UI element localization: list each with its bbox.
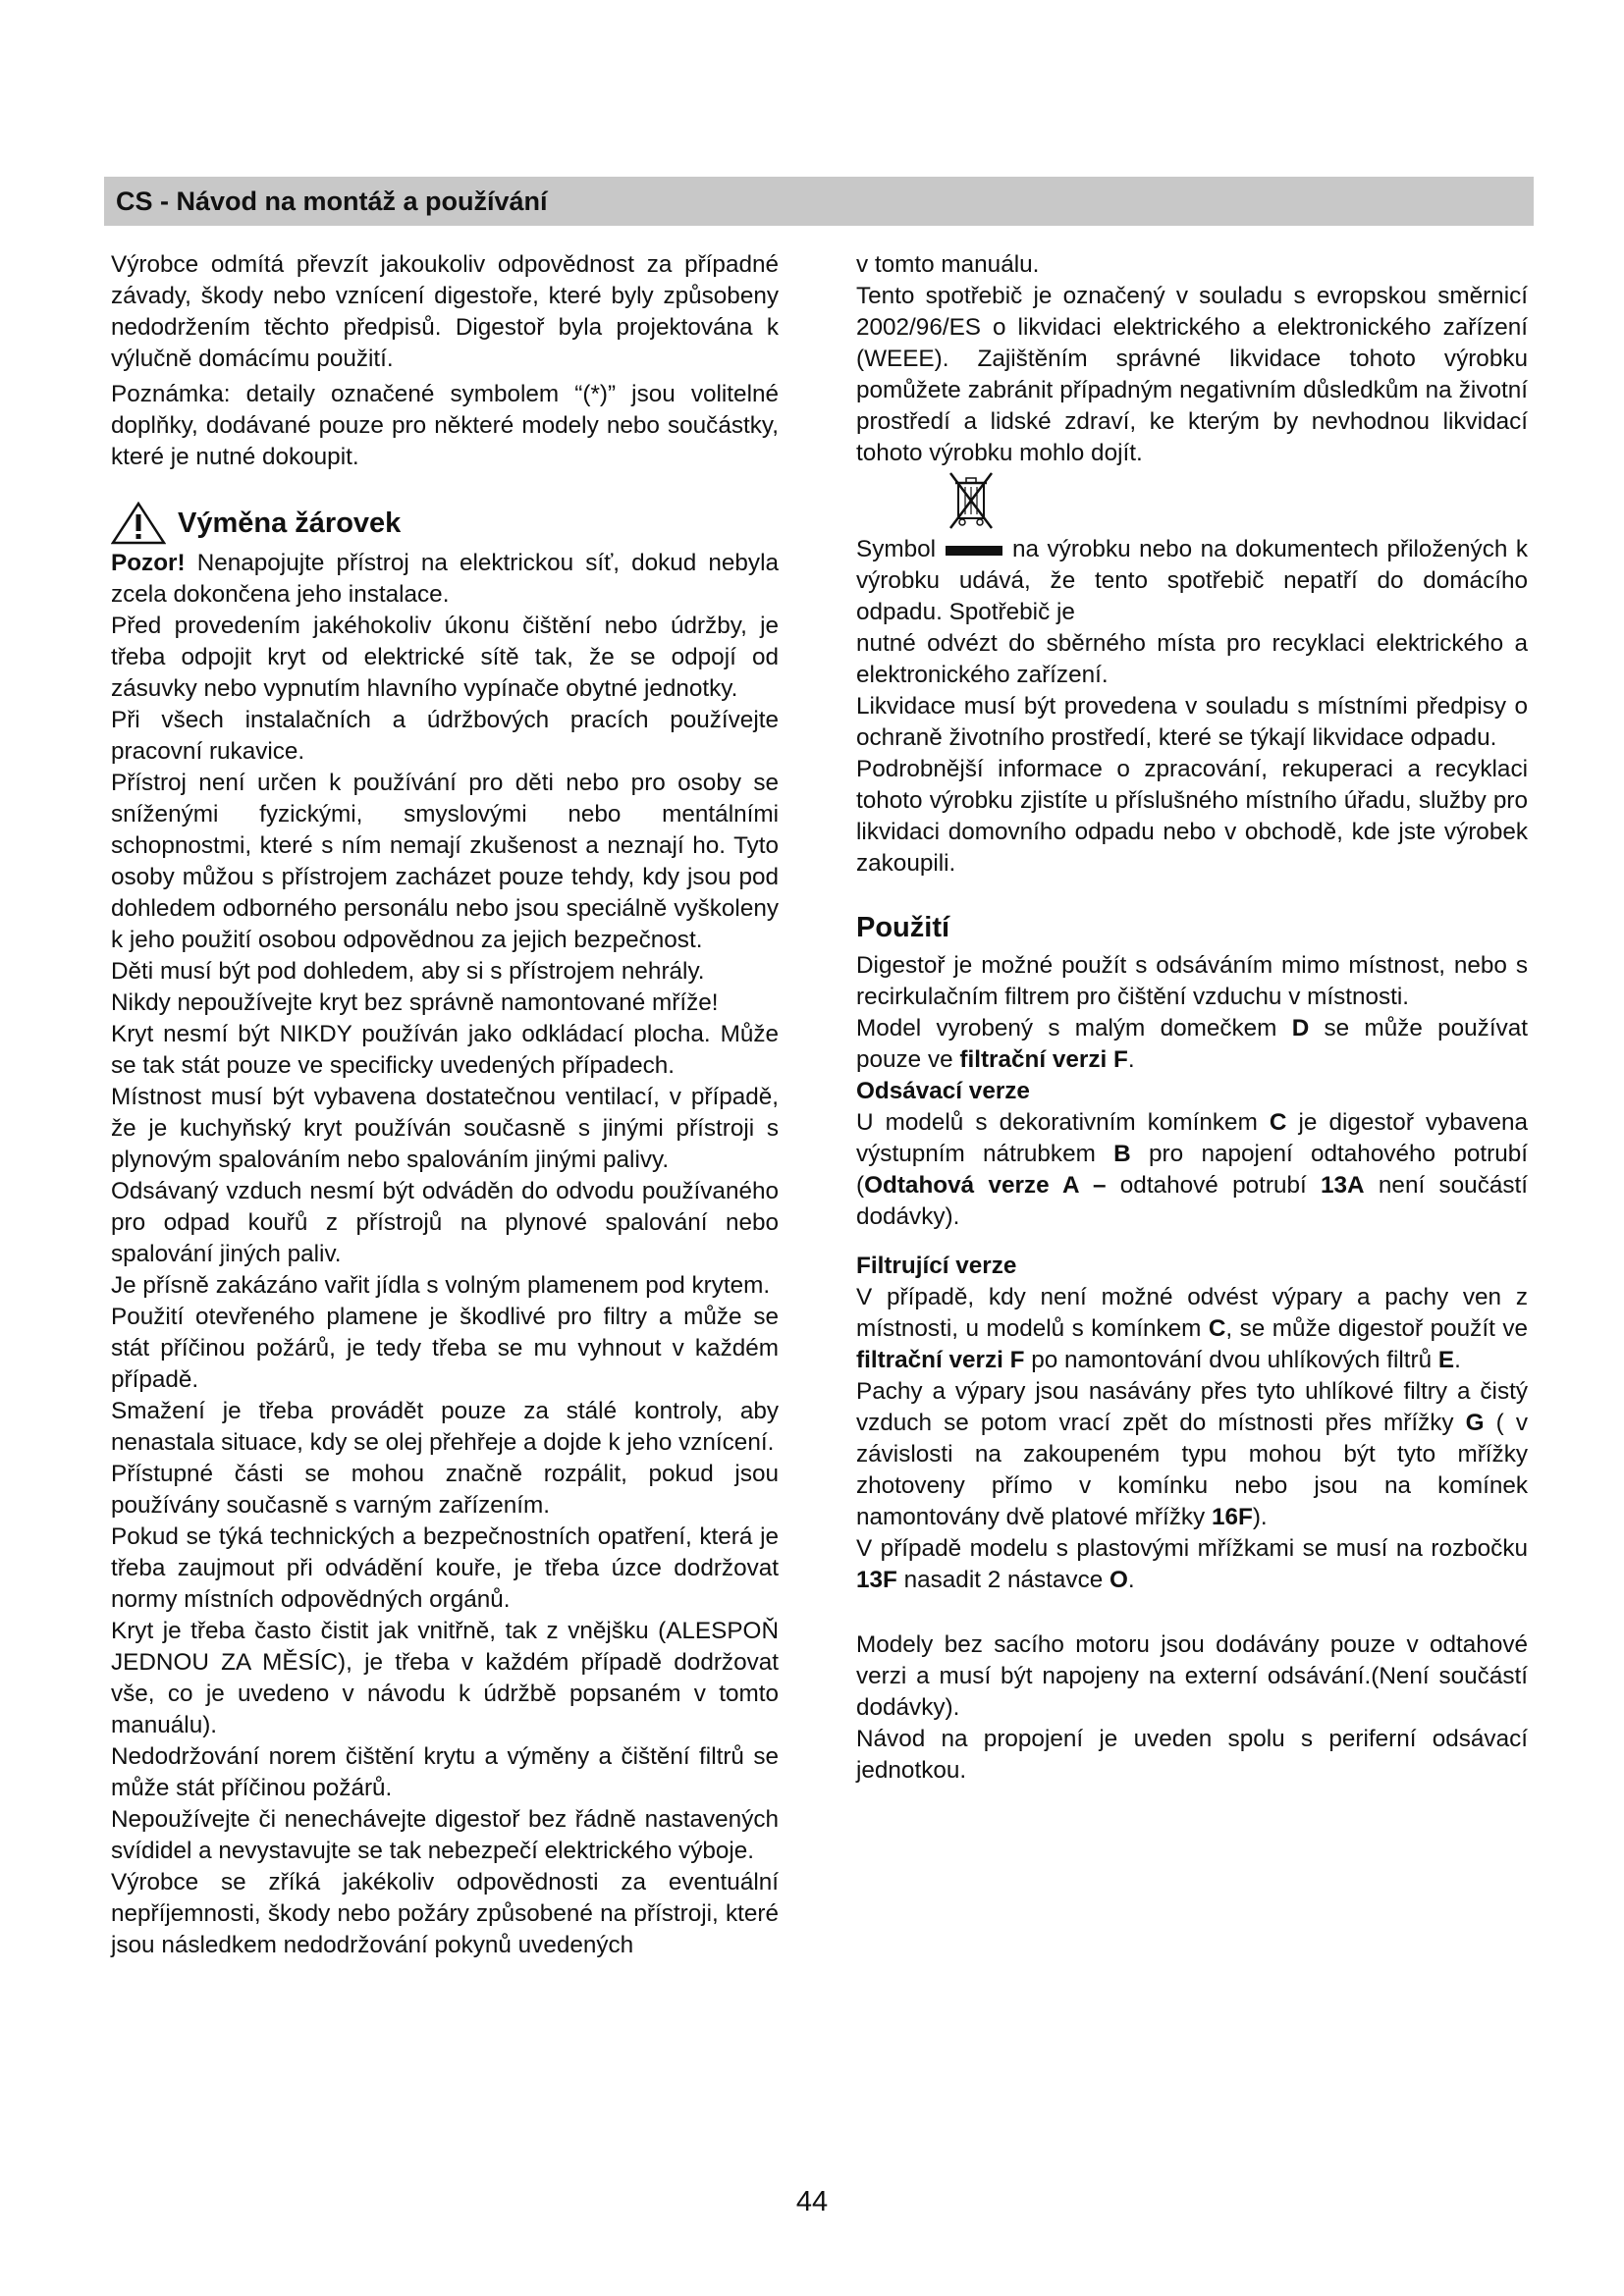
paragraph — [856, 1533, 1528, 1596]
text-run: se může používat pouze ve — [856, 1015, 1528, 1073]
symbol-text: Symbol — [856, 536, 937, 562]
text-run: není součástí dodávky). — [856, 1172, 1529, 1230]
text-run: . — [1127, 1046, 1135, 1073]
bold-run: filtrační verzi F — [856, 1347, 1025, 1373]
bold-run: Odtahová verze A – — [864, 1172, 1107, 1199]
text-run: nasadit 2 nástavce — [896, 1567, 1110, 1593]
left-column — [111, 249, 779, 1961]
warning-icon — [111, 502, 166, 545]
header-bar — [104, 177, 1534, 226]
text-run: je digestoř vybavena výstupním nátrubkem — [856, 1109, 1528, 1167]
paragraph: Likvidace musí být provedena v souladu s místními předpisy o ochraně životního prostředí, které se týkají likvidace odpadu. — [856, 693, 1528, 751]
paragraph: Nikdy nepoužívejte kryt bez správně namontované mříže! — [111, 989, 719, 1016]
paragraph: Nepoužívejte či nenechávejte digestoř bez řádně nastavených svídidel a nevystavujte se tak nebezpečí elektrického výboje. — [111, 1806, 779, 1864]
paragraph: Při všech instalačních a údržbových pracích používejte pracovní rukavice. — [111, 707, 779, 765]
paragraph — [856, 1107, 1528, 1233]
section-heading-use: Použití — [856, 912, 950, 943]
paragraph: Kryt nesmí být NIKDY používán jako odkládací plocha. Může se tak stát pouze ve specificky uvedených případech. — [111, 1021, 779, 1079]
section-heading-bulbs — [111, 499, 779, 548]
text-run: odtahové potrubí — [1106, 1172, 1322, 1199]
bold-run: D — [1291, 1015, 1310, 1041]
text-run: Model vyrobený s malým domečkem — [856, 1015, 1292, 1041]
bold-run: C — [1208, 1315, 1226, 1342]
bold-run: filtrační verzi F — [959, 1046, 1128, 1073]
right-column — [856, 249, 1528, 1787]
black-bar-symbol — [946, 546, 1002, 556]
paragraph — [111, 548, 779, 611]
paragraph: v tomto manuálu. — [856, 251, 1040, 278]
paragraph: Místnost musí být vybavena dostatečnou ventilací, v případě, že je kuchyňský kryt používán současně s jinými přístroji s plynovým spalováním nebo spalováním jinými palivy. — [111, 1084, 779, 1173]
page-title: CS - Návod na montáž a používání — [116, 187, 548, 216]
paragraph: Kryt je třeba často čistit jak vnitřně, tak z vnějšku (ALESPOŇ JEDNOU ZA MĚSÍC), je třeba v každém případě dodržovat vše, co je uvedeno v návodu k údržbě popsaném v tomto manuálu). — [111, 1618, 779, 1738]
paragraph: Výrobce se zříká jakékoliv odpovědnosti za eventuální nepříjemnosti, škody nebo požáry způsobené na přístroji, které jsou následkem nedodržování pokynů uvedených — [111, 1869, 779, 1958]
pozor-text: Nenapojujte přístroj na elektrickou síť, dokud nebyla zcela dokončena jeho instalace. — [111, 550, 779, 608]
text-run: U modelů s dekorativním komínkem — [856, 1109, 1270, 1136]
crossed-bin-icon — [947, 469, 996, 532]
paragraph — [856, 1282, 1528, 1376]
bold-run: G — [1465, 1410, 1485, 1436]
weee-symbol-area — [856, 469, 1528, 534]
paragraph: Přístroj není určen k používání pro děti nebo pro osoby se sníženými fyzickými, smyslovými nebo mentálními schopnostmi, které s ním nemají zkušenost a neznají ho. Tyto osoby můžou s přístrojem zacházet pouze tehdy, kdy jsou pod dohledem odborného personálu nebo jsou speciálně vyškoleny k jeho použití osobou odpovědnou za jejich bezpečnost. — [111, 770, 779, 953]
text-run: Pachy a výpary jsou nasávány přes tyto uhlíkové filtry a čistý vzduch se potom vrací zpět do místnosti přes mřížky — [856, 1378, 1528, 1436]
paragraph: Digestoř je možné použít s odsáváním mimo místnost, nebo s recirkulačním filtrem pro čištění vzduchu v místnosti. — [856, 952, 1528, 1010]
paragraph: Nedodržování norem čištění krytu a výměny a čištění filtrů se může stát příčinou požárů. — [111, 1743, 779, 1801]
bold-run: O — [1110, 1567, 1128, 1593]
paragraph: Je přísně zakázáno vařit jídla s volným plamenem pod krytem. — [111, 1272, 771, 1299]
paragraph — [856, 1376, 1528, 1533]
text-run: ). — [1252, 1504, 1268, 1530]
bold-run: 13F — [856, 1567, 897, 1593]
subheading-odsavaci: Odsávací verze — [856, 1078, 1030, 1104]
paragraph: Tento spotřebič je označený v souladu s evropskou směrnicí 2002/96/ES o likvidaci elektrického a elektronického zařízení (WEEE). Zajištěním správné likvidace tohoto výrobku pomůžete zabránit případným negativním důsledkům na životní prostředí a lidské zdraví, ke kterým by nevhodnou likvidací tohoto výrobku mohlo dojít. — [856, 283, 1528, 466]
bold-run: 16F — [1211, 1504, 1253, 1530]
text-run: pro napojení odtahového potrubí ( — [856, 1141, 1528, 1199]
paragraph — [856, 1013, 1528, 1076]
text-run: . — [1454, 1347, 1461, 1373]
subheading-filtrujici: Filtrující verze — [856, 1253, 1017, 1279]
paragraph: Smažení je třeba provádět pouze za stálé kontroly, aby nenastala situace, kdy se olej přehřeje a dojde k jeho vznícení. — [111, 1398, 779, 1456]
paragraph: Poznámka: detaily označené symbolem “(*)” jsou volitelné doplňky, dodávané pouze pro některé modely nebo součástky, které je nutné dokoupit. — [111, 381, 779, 470]
paragraph: Použití otevřeného plamene je škodlivé pro filtry a může se stát příčinou požárů, je tedy třeba se mu vyhnout v každém případě. — [111, 1304, 779, 1393]
heading-text: Výměna žárovek — [178, 507, 402, 539]
bold-run: B — [1113, 1141, 1131, 1167]
symbol-text-rest: na výrobku nebo na dokumentech přiložených k výrobku udává, že tento spotřebič nepatří do domácího odpadu. Spotřebič je — [856, 536, 1528, 625]
text-run: ( v závislosti na zakoupeném typu mohou být tyto mřížky zhotoveny přímo v komínku nebo jsou na komínek namontovány dvě platové mřížky — [856, 1410, 1528, 1530]
paragraph: Podrobnější informace o zpracování, rekuperaci a recyklaci tohoto výrobku zjistíte u příslušného místního úřadu, služby pro likvidaci domovního odpadu nebo v obchodě, kde jste výrobek zakoupili. — [856, 756, 1528, 877]
paragraph: Modely bez sacího motoru jsou dodávány pouze v odtahové verzi a musí být napojeny na externí odsávání.(Není součástí dodávky). — [856, 1631, 1528, 1721]
text-run: V případě, kdy není možné odvést výpary a pachy ven z místnosti, u modelů s komínkem — [856, 1284, 1528, 1342]
bold-run: E — [1437, 1347, 1455, 1373]
paragraph: nutné odvézt do sběrného místa pro recyklaci elektrického a elektronického zařízení. — [856, 630, 1528, 688]
bold-run: C — [1269, 1109, 1287, 1136]
pozor-label: Pozor! — [111, 550, 186, 576]
paragraph: Děti musí být pod dohledem, aby si s přístrojem nehrály. — [111, 958, 705, 985]
paragraph: Výrobce odmítá převzít jakoukoliv odpovědnost za případné závady, škody nebo vznícení digestoře, které byly způsobeny nedodržením těchto předpisů. Digestoř byla projektována k výlučně domácímu použití. — [111, 251, 779, 372]
paragraph: Před provedením jakéhokoliv úkonu čištění nebo údržby, je třeba odpojit kryt od elektrické sítě tak, že se odpojí od zásuvky nebo vypnutím hlavního vypínače obytné jednotky. — [111, 613, 779, 702]
paragraph: Přístupné části se mohou značně rozpálit, pokud jsou používány současně s varným zařízením. — [111, 1461, 779, 1519]
paragraph: Návod na propojení je uveden spolu s periferní odsávací jednotkou. — [856, 1726, 1528, 1784]
text-run: po namontování dvou uhlíkových filtrů — [1024, 1347, 1438, 1373]
page-number: 44 — [795, 2186, 829, 2217]
paragraph: Pokud se týká technických a bezpečnostních opatření, která je třeba zaujmout při odvádění kouře, je třeba úzce dodržovat normy místních odpovědných orgánů. — [111, 1523, 779, 1613]
paragraph — [856, 534, 1528, 628]
text-run: V případě modelu s plastovými mřížkami se musí na rozbočku — [856, 1535, 1528, 1562]
text-run: , se může digestoř použít ve — [1225, 1315, 1528, 1342]
bold-run: 13A — [1321, 1172, 1365, 1199]
paragraph: Odsávaný vzduch nesmí být odváděn do odvodu používaného pro odpad kouřů z přístrojů na plynové spalování nebo spalování jiných paliv. — [111, 1178, 779, 1267]
text-run: . — [1127, 1567, 1135, 1593]
